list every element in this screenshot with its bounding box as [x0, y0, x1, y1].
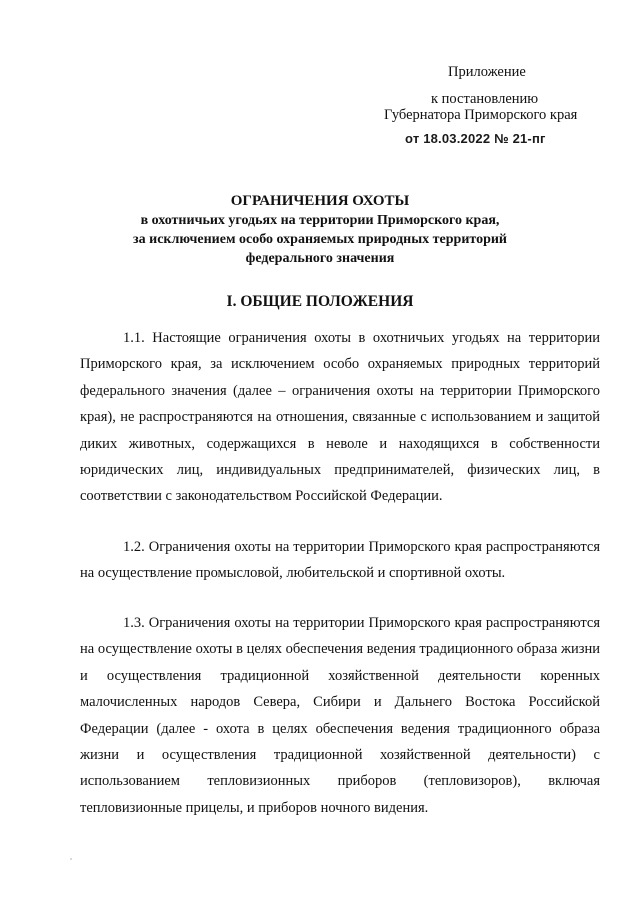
appendix-date-number: от 18.03.2022 № 21-пг [405, 131, 546, 146]
appendix-issuer: Губернатора Приморского края [384, 107, 578, 123]
paragraph-1-2: 1.2. Ограничения охоты на территории Приморского края распространяются на осуществление промысловой, любительской и спортивной охоты. [80, 539, 600, 582]
section-title: I. ОБЩИЕ ПОЛОЖЕНИЯ [226, 293, 414, 310]
document-title-main: ОГРАНИЧЕНИЯ ОХОТЫ [230, 193, 410, 209]
document-title-line2: в охотничьих угодьях на территории Приморского края, [140, 213, 500, 228]
paragraph-1-3: 1.3. Ограничения охоты на территории Приморского края распространяются на осуществление охоты в целях обеспечения ведения традиционного образа жизни и осуществления традиционной хозяйственной деятельности коренных малочисленных народов Севера, Сибири и Дальнего Востока Российской Федерации (далее - охота в целях обеспечения ведения традиционного образа жизни и осуществления традиционной хозяйственной деятельности) с использованием тепловизионных приборов (тепловизоров), включая тепловизионные прицелы, и приборов ночного видения. [80, 615, 600, 816]
paragraph-1-1: 1.1. Настоящие ограничения охоты в охотничьих угодьях на территории Приморского края, за исключением особо охраняемых природных территорий федерального значения (далее – ограничения охоты на территории Приморского края), не распространяются на отношения, связанные с использованием и защитой диких животных, содержащихся в неволе и находящихся в собственности юридических лиц, индивидуальных предпринимателей, физических лиц, в соответствии с законодательством Российской Федерации. [80, 330, 600, 505]
document-title-line4: федерального значения [245, 251, 395, 266]
document-title-line3: за исключением особо охраняемых природных территорий [133, 232, 507, 247]
document-title [0, 192, 640, 268]
appendix-reference: к постановлению [431, 91, 539, 107]
appendix-title: Приложение [448, 64, 526, 80]
scan-speck [70, 858, 72, 860]
